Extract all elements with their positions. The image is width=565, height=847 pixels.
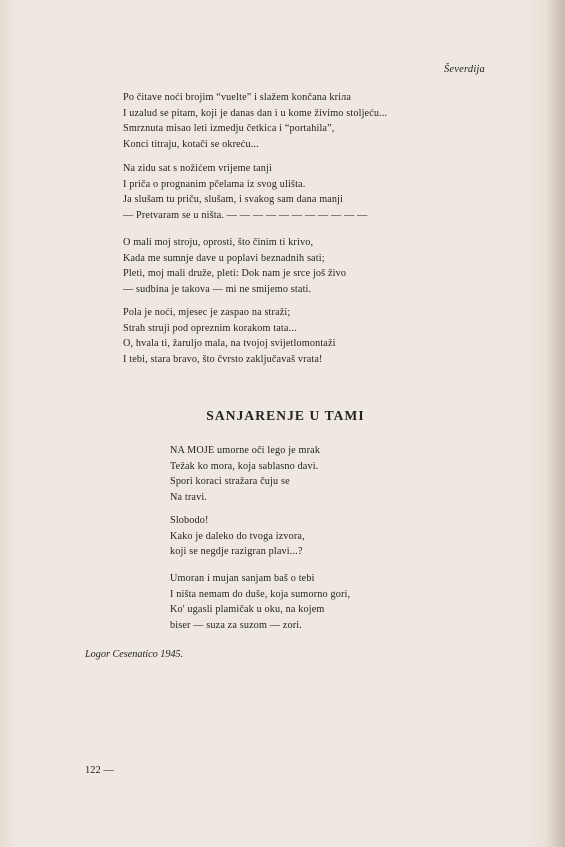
- verse-line: Po čitave noći brojim “vuelte” i slažem končana kriла: [123, 92, 352, 103]
- verse-line: Strah struji pod opreznim korakom tata...: [123, 322, 297, 334]
- poem1-stanza-2: [123, 161, 367, 223]
- page-number: 122 —: [85, 765, 114, 776]
- verse-line: Kada me sumnje dave u poplavi beznadnih sati;: [123, 252, 325, 264]
- verse-line: Pola je noći, mjesec je zaspao na straži;: [123, 307, 291, 318]
- poem1-stanza-3: [123, 235, 346, 297]
- verse-line: Slobodo!: [170, 515, 209, 526]
- poem-title: SANJARENJE U TAMI: [206, 408, 365, 423]
- verse-line: Na zidu sat s nožićem vrijeme tanji: [123, 163, 272, 174]
- poem2-stanza-2: [170, 513, 305, 560]
- verse-line: I uzalud se pitam, koji je danas dan i u kome živimo stoljeću...: [123, 107, 388, 119]
- verse-line: O mali moj stroju, oprosti, što činim ti krivo,: [123, 237, 314, 248]
- place-date: Logor Cesenatico 1945.: [85, 649, 184, 660]
- verse-line: Konci titraju, kotači se okreću...: [123, 138, 259, 150]
- verse-line: Umoran i mujan sanjam baš o tebi: [170, 573, 315, 584]
- verse-line: Smrznuta misao leti izmedju četkica i “portahila”,: [123, 123, 335, 135]
- verse-line: Ko' ugasli plamičak u oku, na kojem: [170, 604, 325, 616]
- verse-line: Pleti, moj mali druže, pleti: Dok nam je srce još živo: [123, 268, 347, 280]
- verse-line: I tebi, stara bravo, što čvrsto zaključavaš vrata!: [123, 353, 323, 365]
- verse-line: Težak ko mora, koja sablasno davi.: [170, 460, 319, 472]
- running-head: Ševerdija: [443, 64, 485, 75]
- verse-line: — Pretvaram se u ništa. — — — — — — — — — — —: [123, 209, 368, 221]
- verse-line: — sudbina je takova — mi ne smijemo stati.: [123, 283, 312, 295]
- verse-line: NA MOJE umorne oči lego je mrak: [170, 445, 321, 456]
- poem1-stanza-1: [123, 90, 387, 152]
- verse-line: Spori koraci stražara čuju se: [170, 476, 290, 488]
- verse-line: koji se negdje razigran plavi...?: [170, 546, 303, 558]
- verse-line: biser — suza za suzom — zori.: [170, 619, 302, 631]
- poem2-stanza-1: [170, 443, 320, 505]
- verse-line: Na travi.: [170, 491, 207, 503]
- poem2-stanza-3: [170, 571, 350, 633]
- verse-line: I ništa nemam do duše, koja sumorno gori,: [170, 588, 351, 600]
- verse-line: I priča o prognanim pčelama iz svog ulišta.: [123, 178, 306, 190]
- verse-line: Kako je daleko do tvoga izvora,: [170, 530, 305, 542]
- poem1-stanza-4: [123, 305, 336, 367]
- verse-line: O, hvala ti, žaruljo mala, na tvojoj svijetlomontaži: [123, 338, 336, 350]
- verse-line: Ja slušam tu priču, slušam, i svakog sam dana manji: [123, 194, 344, 206]
